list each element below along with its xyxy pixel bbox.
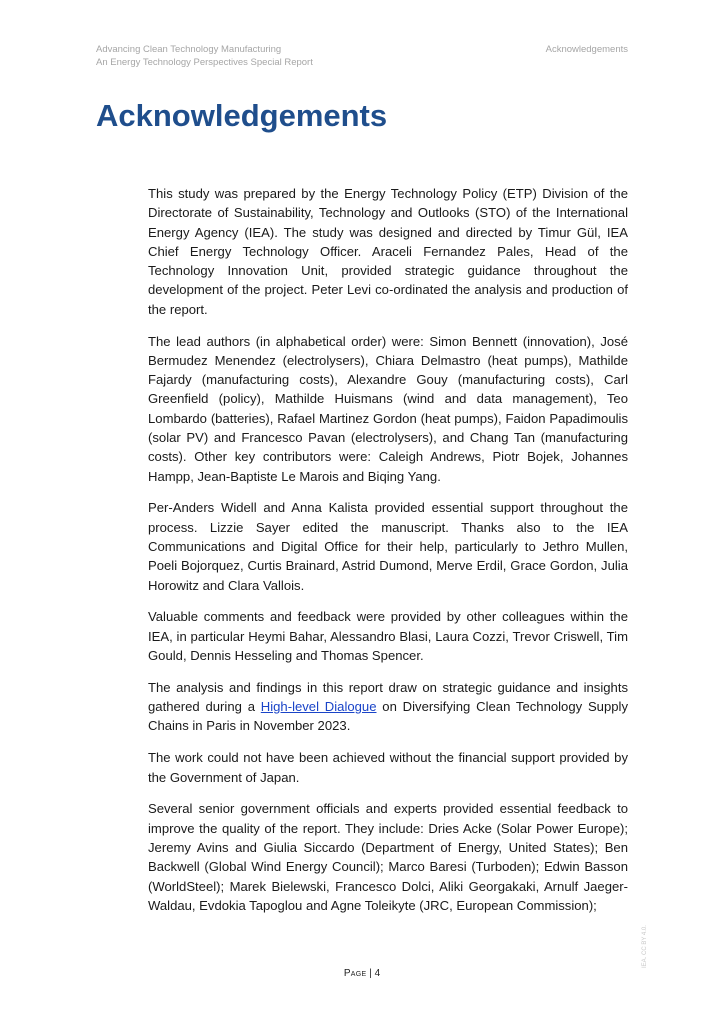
report-subtitle: An Energy Technology Perspectives Special Report (96, 57, 313, 68)
report-title: Advancing Clean Technology Manufacturing (96, 44, 282, 55)
paragraph-2: The lead authors (in alphabetical order) were: Simon Bennett (innovation), José Bermudez Menendez (electrolysers), Chiara Delmastro (heat pumps), Mathilde Fajardy (manufacturing costs), Alexandre Gouy (manufacturing costs), Carl Greenfield (policy), Mathilde Huismans (wind and data management), Teo Lombardo (batteries), Rafael Martinez Gordon (heat pumps), Faidon Papadimoulis (solar PV) and Francesco Pavan (electrolysers), and Chang Tan (manufacturing costs). Other key contributors were: Caleigh Andrews, Piotr Bojek, Johannes Hampp, Jean-Baptiste Le Marois and Biqing Yang. (148, 333, 628, 484)
page-label: Page (343, 968, 367, 979)
paragraph-5-text-before: The analysis and findings in this report draw on strategic guidance and insights gathered during a (148, 679, 628, 715)
page-footer (0, 968, 724, 979)
paragraph-1: This study was prepared by the Energy Technology Policy (ETP) Division of the Directorate of Sustainability, Technology and Outlooks (STO) of the International Energy Agency (IEA). The study was designed and directed by Timur Gül, IEA Chief Energy Technology Officer. Araceli Fernandez Pales, Head of the Technology Innovation Unit, provided strategic guidance throughout the development of the project. Peter Levi co-ordinated the analysis and production of the report. (148, 186, 628, 317)
license-note: IEA. CC BY 4.0. (642, 925, 648, 968)
paragraph-4: Valuable comments and feedback were provided by other colleagues within the IEA, in particular Heymi Bahar, Alessandro Blasi, Laura Cozzi, Trevor Criswell, Tim Gould, Dennis Hesseling and Thomas Spencer. (148, 609, 628, 664)
page-number: 4 (374, 968, 381, 979)
paragraph-5-text-after: on Diversifying Clean Technology Supply Chains in Paris in November 2023. (148, 699, 628, 734)
paragraph-7: Several senior government officials and experts provided essential feedback to improve the quality of the report. They include: Dries Acke (Solar Power Europe); Jeremy Avins and Giulia Siccardo (Department of Energy, United States); Ben Backwell (Global Wind Energy Council); Marco Baresi (Turboden); Edwin Basson (WorldSteel); Marek Bielewski, Francesco Dolci, Aliki Georgakaki, Arnulf Jaeger-Waldau, Evdokia Tapoglou and Agne Toleikyte (JRC, European Commission); (148, 801, 628, 913)
page-title: Acknowledgements (96, 98, 388, 133)
running-header-left (96, 43, 313, 69)
paragraph-3: Per-Anders Widell and Anna Kalista provided essential support throughout the process. Lizzie Sayer edited the manuscript. Thanks also to the IEA Communications and Digital Office for their help, particularly to Jethro Mullen, Poeli Bojorquez, Curtis Brainard, Astrid Dumond, Merve Erdil, Grace Gordon, Julia Horowitz and Clara Vallois. (148, 500, 628, 593)
running-header-section: Acknowledgements (545, 44, 628, 55)
paragraph-6: The work could not have been achieved without the financial support provided by the Government of Japan. (148, 750, 628, 785)
paragraph-5 (148, 678, 628, 736)
page-separator: | (366, 968, 375, 979)
acknowledgements-body (148, 184, 628, 928)
high-level-dialogue-link[interactable]: High-level Dialogue (260, 699, 377, 715)
